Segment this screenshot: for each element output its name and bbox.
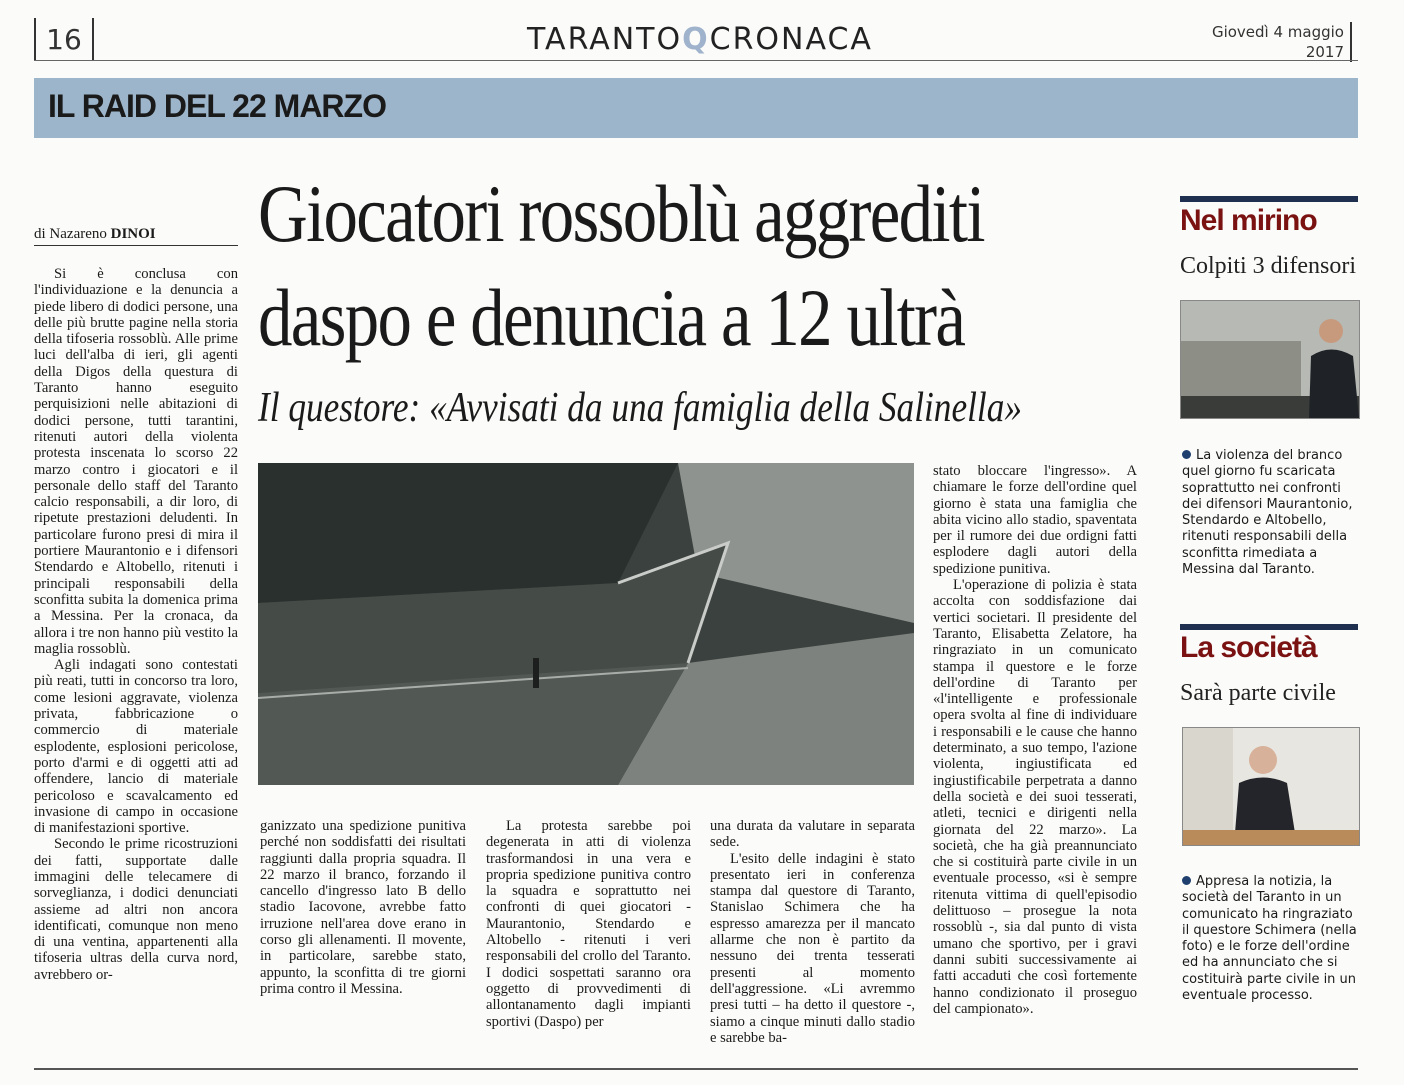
masthead xyxy=(520,22,880,57)
sidebar-box2-title: La società xyxy=(1180,631,1317,664)
issue-date-day: Giovedì 4 maggio xyxy=(1211,23,1344,41)
paragraph: stato bloccare l'ingresso». A chiamare le forze dell'ordine quel giorno è stata una famiglia che abita vicino allo stadio, spaventata per il rumore dei due ordigni fatti esplodere dagli autori della spedizione punitiva. xyxy=(933,463,1137,577)
page-number: 16 xyxy=(34,18,94,60)
sidebar-rule xyxy=(1180,624,1358,630)
article-photo xyxy=(258,463,914,785)
article-column-4 xyxy=(710,818,915,1046)
caption-text: Appresa la notizia, la società del Taranto in un comunicato ha ringraziato il questore Schimera (nella foto) e le forze dell'ordine ed ha annunciato che si costituirà parte civile in un eventuale processo. xyxy=(1182,874,1357,1004)
headline-line-1: Giocatori rossoblù aggrediti xyxy=(258,168,984,259)
masthead-right: CRONACA xyxy=(709,22,873,57)
paragraph: L'operazione di polizia è stata accolta con soddisfazione dai vertici societari. Il presidente del Taranto, Elisabetta Zelatore, ha ringraziato in un comunicato stampa il questore e le forze dell'ordine di Taranto per «l'intelligente e professionale opera svolta al fine di individuare i responsabili e le cause che hanno determinato, a suo tempo, l'azione violenta, ingiustificata ed ingiustificabile perpetrata a danno della società e dei suoi tesserati, atleti, tecnici e dirigenti nella giornata del 22 marzo». La società, che ha già preannunciato che si costituirà parte civile in un eventuale processo, «si è sempre ritenuta vittima di quell'episodio delittuoso – prosegue la nota rossoblù -, sia dal punto di vista umano che sportivo, per i gravi danni subiti successivamente ai fatti accaduti che così fortemente hanno condizionato il proseguo del campionato». xyxy=(933,577,1137,1017)
president-photo-image xyxy=(1183,728,1359,845)
article-subheadline: Il questore: «Avvisati da una famiglia della Salinella» xyxy=(258,385,1022,431)
article-column-3 xyxy=(486,818,691,1030)
paragraph: L'esito delle indagini è stato presentato ieri in conferenza stampa dal questore di Taranto, Stanislao Schimera che ha espresso amarezza per il mancato allarme che non è partito da nessuno dei trenta tesserati presenti al momento dell'aggressione. «Li avremmo presi tutti – ha detto il questore -, siamo a cinque minuti dallo stadio e sarebbe ba- xyxy=(710,850,915,1046)
questore-photo-image xyxy=(1181,301,1359,418)
sidebar-box1-subtitle: Colpiti 3 difensori xyxy=(1180,253,1356,279)
sidebar-box2-caption xyxy=(1182,874,1360,1004)
article-headline xyxy=(258,162,1014,370)
paragraph: La protesta sarebbe poi degenerata in atti di violenza trasformandosi in una vera e propria spedizione punitiva contro la squadra e soprattutto nei confronti di quei giocatori - Maurantonio, Stendardo e Altobello - ritenuti i veri responsabili del crollo del Taranto. I dodici sospettati saranno ora oggetto di provvedimenti di allontanamento dagli impianti sportivi (Daspo) per xyxy=(486,818,691,1030)
paragraph: Agli indagati sono contestati più reati, tutti in concorso tra loro, come lesioni aggravate, violenza privata, fabbricazione o commercio di materiale esplodente, esplosioni pericolose, porto d'armi e di oggetti atti ad offendere, lancio di materiale pericoloso e scavalcamento ed invasione di campo in occasione di manifestazioni sportive. xyxy=(34,657,238,837)
sidebar-box2-subtitle: Sarà parte civile xyxy=(1180,680,1336,706)
headline-line-2: daspo e denuncia a 12 ultrà xyxy=(258,272,965,363)
paragraph: Secondo le prime ricostruzioni dei fatti, supportate dalle immagini delle telecamere di sorveglianza, i dodici denunciati assieme ad altri non ancora identificati, comunque non meno di una ventina, appartenenti alla tifoseria ultras della curva nord, avrebbero or- xyxy=(34,836,238,983)
masthead-logo-mark: Q xyxy=(682,22,710,57)
byline xyxy=(34,226,238,246)
sidebar-photo-president xyxy=(1182,727,1360,846)
header-rule xyxy=(34,60,1358,61)
sidebar-box1-caption xyxy=(1182,448,1360,578)
issue-date xyxy=(1174,22,1352,62)
bullet-icon xyxy=(1182,876,1191,885)
byline-author: DINOI xyxy=(110,226,156,242)
paragraph: una durata da valutare in separata sede. xyxy=(710,818,915,851)
sidebar-box1-title: Nel mirino xyxy=(1180,204,1317,237)
caption-text: La violenza del branco quel giorno fu scaricata soprattutto nei confronti dei difensori Maurantonio, Stendardo e Altobello, ritenuti responsabili della sconfitta rimediata a Messina dal Taranto. xyxy=(1182,448,1353,578)
sidebar-rule xyxy=(1180,196,1358,202)
article-column-5 xyxy=(933,463,1137,1017)
section-banner-title: IL RAID DEL 22 MARZO xyxy=(48,88,386,124)
bullet-icon xyxy=(1182,450,1191,459)
article-column-1 xyxy=(34,266,238,983)
paragraph: ganizzato una spedizione punitiva perché non soddisfatti dei risultati raggiunti dalla propria squadra. Il 22 marzo il branco, forzando il cancello d'ingresso lato B dello stadio Iacovone, avrebbe fatto irruzione nell'area dove erano in corso gli allenamenti. Il movente, in particolare, sarebbe stato, appunto, la sconfitta di tre giorni prima contro il Messina. xyxy=(260,818,466,997)
byline-prefix: di Nazareno xyxy=(34,226,107,242)
stadium-photo-image xyxy=(258,463,914,785)
masthead-left: TARANTO xyxy=(527,22,683,57)
sidebar-photo-questore xyxy=(1180,300,1360,419)
footer-rule xyxy=(34,1068,1358,1070)
issue-date-year: 2017 xyxy=(1305,43,1344,61)
article-column-2 xyxy=(260,818,466,997)
paragraph: Si è conclusa con l'individuazione e la denuncia a piede libero di dodici persone, una delle più brutte pagine nella storia della tifoseria rossoblù. Alle prime luci dell'alba di ieri, gli agenti della Digos della questura di Taranto hanno eseguito perquisizioni nelle abitazioni di dodici persone, tutti tarantini, ritenuti autori della violenta protesta inscenata lo scorso 22 marzo contro i giocatori e il personale dello staff del Taranto calcio responsabili, a dir loro, di ripetute prestazioni deludenti. In particolare furono presi di mira il portiere Maurantonio e i difensori Stendardo e Altobello, ritenuti i principali responsabili della sconfitta subita la domenica prima a Messina. Per la cronaca, da allora i tre non hanno più vestito la maglia rossoblù. xyxy=(34,266,238,657)
